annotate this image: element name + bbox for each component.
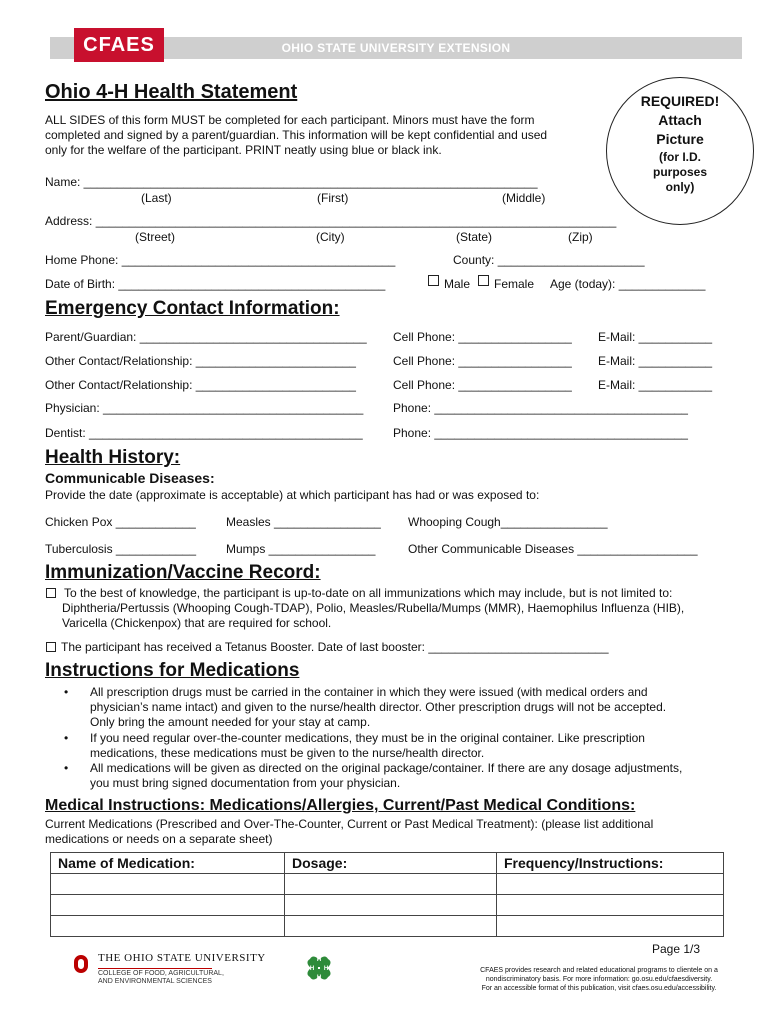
footer-note	[468, 966, 730, 993]
cfaes-logo: CFAES	[74, 28, 164, 62]
emergency-heading: Emergency Contact Information:	[45, 298, 340, 319]
immunization-heading: Immunization/Vaccine Record:	[45, 562, 321, 583]
intro-text	[45, 113, 547, 158]
immunization-line: Varicella (Chickenpox) that are required for school.	[62, 616, 332, 630]
address-state-label: (State)	[456, 230, 493, 244]
name-middle-label: (Middle)	[502, 191, 546, 205]
address-street-label: (Street)	[135, 230, 176, 244]
immunization-checkbox[interactable]	[46, 588, 56, 598]
bullet: •	[64, 731, 69, 745]
intro-line: only for the welfare of the participant. PRINT neatly using blue or black ink.	[45, 143, 442, 157]
intro-line: ALL SIDES of this form MUST be completed for each participant. Minors must have the form	[45, 113, 535, 127]
name-field[interactable]: Name: ____________________________________________________________________	[45, 175, 538, 189]
photo-note-line: only)	[665, 180, 695, 194]
photo-note	[607, 150, 753, 195]
photo-note-line: purposes	[652, 165, 707, 179]
table-cell[interactable]	[285, 874, 497, 895]
table-row[interactable]	[51, 895, 724, 916]
table-cell[interactable]	[51, 874, 285, 895]
university-name: THE OHIO STATE UNIVERSITY	[98, 952, 266, 964]
table-cell[interactable]	[285, 916, 497, 937]
col-frequency: Frequency/Instructions:	[497, 853, 724, 874]
medication-table	[50, 852, 724, 937]
communicable-diseases-heading: Communicable Diseases:	[45, 470, 215, 486]
page-number: Page 1/3	[652, 942, 701, 956]
history-instruction: Provide the date (approximate is acceptable) at which participant has had or was exposed to:	[45, 488, 540, 502]
home-phone-field[interactable]: Home Phone: _________________________________________	[45, 253, 396, 267]
osu-logo-icon	[74, 955, 88, 973]
tetanus-checkbox[interactable]	[46, 642, 56, 652]
female-label: Female	[494, 277, 535, 291]
photo-required-label	[607, 92, 753, 149]
cell-phone-field[interactable]: Cell Phone: _________________	[393, 330, 572, 344]
male-label: Male	[444, 277, 471, 291]
college-line: COLLEGE OF FOOD, AGRICULTURAL,	[98, 970, 224, 977]
health-history-heading: Health History:	[45, 447, 181, 468]
tetanus-statement[interactable]: The participant has received a Tetanus Booster. Date of last booster: ___________________________	[61, 640, 609, 654]
rule-line: medications, these medications must be given to the nurse/health director.	[90, 746, 485, 760]
medication-rule	[90, 761, 730, 791]
clover-icon-svg	[301, 950, 337, 986]
bullet: •	[64, 685, 69, 699]
photo-line: Attach	[658, 112, 702, 128]
county-field[interactable]: County: ______________________	[453, 253, 645, 267]
physician-field[interactable]: Physician: _______________________________________	[45, 401, 364, 415]
medical-line: medications or needs on a separate sheet)	[45, 832, 273, 846]
immunization-line: To the best of knowledge, the participant is up-to-date on all immunizations which may include, but is not limited to:	[64, 586, 673, 600]
address-field[interactable]: Address: ______________________________________________________________________________	[45, 214, 617, 228]
address-zip-label: (Zip)	[568, 230, 593, 244]
male-checkbox[interactable]	[428, 275, 439, 286]
rule-line: Only bring the amount needed for your stay at camp.	[90, 715, 371, 729]
college-line: AND ENVIRONMENTAL SCIENCES	[98, 978, 212, 985]
rule-line: physician’s name intact) and given to the nurse/health director. Other prescription drugs will not be accepted.	[90, 700, 667, 714]
rule-line: If you need regular over-the-counter medications, they must be in the original container. Like prescription	[90, 731, 645, 745]
other-diseases-field[interactable]: Other Communicable Diseases __________________	[408, 542, 698, 556]
table-cell[interactable]	[285, 895, 497, 916]
date-of-birth-field[interactable]: Date of Birth: ________________________________________	[45, 277, 386, 291]
svg-text:H: H	[316, 957, 322, 963]
medication-rule	[90, 685, 730, 730]
cell-phone-field[interactable]: Cell Phone: _________________	[393, 354, 572, 368]
table-header-row	[51, 853, 724, 874]
footer-divider	[98, 968, 212, 969]
rule-line: All medications will be given as directed on the original package/container. If there are any dosage adjustments,	[90, 761, 683, 775]
medications-heading: Instructions for Medications	[45, 660, 300, 681]
dentist-field[interactable]: Dentist: _________________________________________	[45, 426, 363, 440]
svg-text:H: H	[309, 966, 315, 972]
bullet: •	[64, 761, 69, 775]
immunization-line: Diphtheria/Pertussis (Whooping Cough-TDAP), Polio, Measles/Rubella/Mumps (MMR), Haemophilus Influenza (HIB),	[62, 601, 685, 615]
rule-line: you must bring signed documentation from your physician.	[90, 776, 401, 790]
col-dosage: Dosage:	[285, 853, 497, 874]
dentist-phone-field[interactable]: Phone: ______________________________________	[393, 426, 688, 440]
table-cell[interactable]	[51, 916, 285, 937]
parent-guardian-field[interactable]: Parent/Guardian: __________________________________	[45, 330, 367, 344]
current-medications-text	[45, 817, 653, 847]
immunization-statement	[64, 586, 672, 601]
other-contact-field[interactable]: Other Contact/Relationship: ________________________	[45, 354, 356, 368]
email-field[interactable]: E-Mail: ___________	[598, 354, 713, 368]
college-name	[98, 970, 224, 986]
mumps-field[interactable]: Mumps ________________	[226, 542, 376, 556]
col-name-of-medication: Name of Medication:	[51, 853, 285, 874]
whooping-cough-field[interactable]: Whooping Cough________________	[408, 515, 608, 529]
name-first-label: (First)	[317, 191, 349, 205]
photo-line: Picture	[656, 131, 704, 147]
medication-rule	[90, 731, 730, 761]
tuberculosis-field[interactable]: Tuberculosis ____________	[45, 542, 197, 556]
svg-text:H: H	[323, 966, 329, 972]
photo-note-line: (for I.D.	[659, 150, 701, 164]
footer-note-line: CFAES provides research and related educational programs to clientele on a	[480, 967, 718, 974]
intro-line: completed and signed by a parent/guardian. This information will be kept confidential and used	[45, 128, 548, 142]
banner-text: OHIO STATE UNIVERSITY EXTENSION	[281, 41, 511, 55]
table-row[interactable]	[51, 916, 724, 937]
table-cell[interactable]	[497, 874, 724, 895]
address-city-label: (City)	[316, 230, 345, 244]
medical-instructions-heading: Medical Instructions: Medications/Allergies, Current/Past Medical Conditions:	[45, 797, 636, 814]
name-last-label: (Last)	[141, 191, 172, 205]
table-cell[interactable]	[497, 916, 724, 937]
measles-field[interactable]: Measles ________________	[226, 515, 381, 529]
cell-phone-field[interactable]: Cell Phone: _________________	[393, 378, 572, 392]
table-cell[interactable]	[51, 895, 285, 916]
clover-icon	[301, 950, 337, 986]
form-title: Ohio 4-H Health Statement	[45, 81, 298, 103]
female-checkbox[interactable]	[478, 275, 489, 286]
physician-phone-field[interactable]: Phone: ______________________________________	[393, 401, 688, 415]
svg-text:H: H	[316, 975, 322, 981]
email-field[interactable]: E-Mail: ___________	[598, 330, 713, 344]
immunization-statement-cont	[62, 601, 684, 631]
rule-line: All prescription drugs must be carried in the container in which they were issued (with medical orders and	[90, 685, 648, 699]
footer-note-line: nondiscriminatory basis. For more information: go.osu.edu/cfaesdiversity.	[485, 976, 713, 983]
age-field[interactable]: Age (today): _____________	[550, 277, 706, 291]
table-cell[interactable]	[497, 895, 724, 916]
medical-line: Current Medications (Prescribed and Over-The-Counter, Current or Past Medical Treatment): (please list additional	[45, 817, 654, 831]
table-row[interactable]	[51, 874, 724, 895]
photo-line: REQUIRED!	[640, 93, 720, 109]
other-contact-field[interactable]: Other Contact/Relationship: ________________________	[45, 378, 356, 392]
footer-note-line: For an accessible format of this publication, visit cfaes.osu.edu/accessibility.	[481, 985, 717, 992]
photo-placeholder[interactable]	[606, 77, 754, 225]
chicken-pox-field[interactable]: Chicken Pox ____________	[45, 515, 196, 529]
email-field[interactable]: E-Mail: ___________	[598, 378, 713, 392]
